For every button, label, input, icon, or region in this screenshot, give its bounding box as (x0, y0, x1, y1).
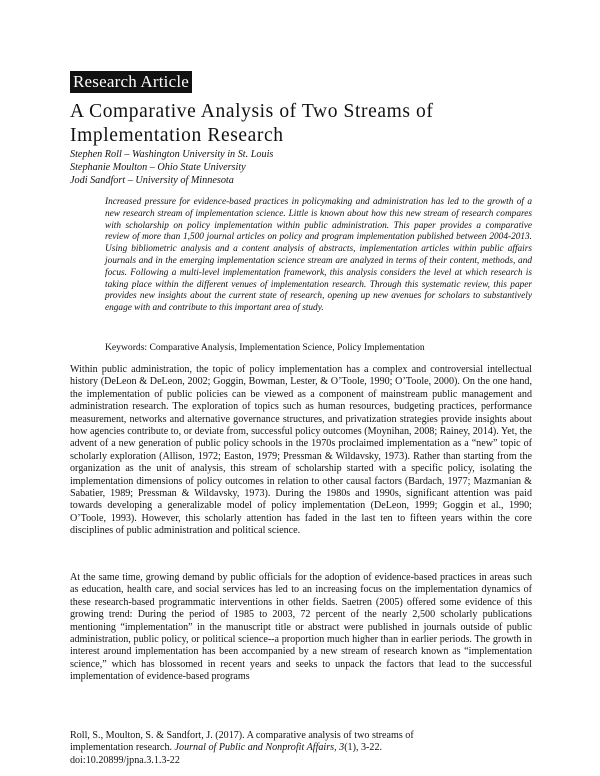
journal-name: Journal of Public and Nonprofit Affairs, 3 (174, 742, 345, 754)
citation-text: implementation research. (70, 742, 175, 754)
citation-pages: (1), 3-22. (344, 742, 383, 754)
keywords: Keywords: Comparative Analysis, Implementation Science, Policy Implementation (105, 342, 425, 353)
author-list (70, 148, 273, 187)
article-type-badge: Research Article (70, 71, 192, 93)
body-paragraph: Within public administration, the topic of policy implementation has a complex and controversial intellectual history (DeLeon & DeLeon, 2002; Goggin, Bowman, Lester, & O’Toole, 1990; O’Toole, 2000). On the one hand, the implementation of public policies can be viewed as a component of mainstream public management and administration research. The exploration of topics such as human resources, budgeting practices, performance measurement, networks and alternative governance structures, and privatization strategies provide insights about how agencies contribute to, or deviate from, successful policy outcomes (Moynihan, 2008; Rainey, 2014). Yet, the advent of a new generation of public policy schools in the 1970s proclaimed implementation as a “new” topic of scholarly exploration (Allison, 1972; Easton, 1979; Pressman & Wildavsky, 1973). Rather than starting from the organization as the unit of analysis, this stream of scholarship started with a specific policy, isolating the implementation dimensions of policy outcomes in relation to other causal factors (Bardach, 1977; Mazmanian & Sabatier, 1989; Pressman & Wildavsky, 1973). During the 1980s and 1990s, significant attention was paid towards developing a generalizable model of policy implementation (DeLeon, 1999; Goggin et al., 1990; O’Toole, 1993). However, this scholarly attention has faded in the last ten to fifteen years within the core disciplines of public administration and political science. (70, 364, 532, 537)
doi-link[interactable]: doi:10.20899/jpna.3.1.3-22 (70, 754, 180, 766)
article-title: A Comparative Analysis of Two Streams of Implementation Research (70, 101, 434, 146)
citation-line-2 (70, 742, 532, 754)
abstract: Increased pressure for evidence-based practices in policymaking and administration has led to the growth of a new research stream of implementation science. Little is known about how this new stream of research compares with scholarship on policy implementation within public administration. This paper provides a comparative review of more than 1,500 journal articles on policy and program implementation published between 2004-2013. Using bibliometric analysis and a content analysis of abstracts, implementation articles within public affairs journals and in the emerging implementation science stream are analyzed in terms of their content, methods, and focus. Following a multi-level implementation framework, this analysis considers the level at which research is taking place within the different venues of implementation research. Through this systematic review, this paper provides new insights about the current state of research, opening up new avenues for scholars to substantively engage with and contribute to this important area of study. (105, 197, 532, 314)
citation-footer (70, 730, 532, 767)
citation-line-1: Roll, S., Moulton, S. & Sandfort, J. (2017). A comparative analysis of two streams of (70, 730, 414, 741)
author-line: Stephen Roll – Washington University in St. Louis (70, 149, 274, 160)
body-paragraph: At the same time, growing demand by public officials for the adoption of evidence-based practices in areas such as education, health care, and social services has led to an increasing focus on the implementation dynamics of these research-based programmatic interventions in other fields. Saetren (2005) offered some evidence of this growing trend: During the period of 1985 to 2003, 72 percent of the nearly 2,500 scholarly publications mentioning “implementation” in the manuscript title or abstract were published in journals outside of public administration, public policy, or political science--a proportion much higher than in earlier periods. The growth in interest around implementation has been accompanied by a new stream of research known as “implementation science,” which has blossomed in recent years and seeks to unpack the factors that lead to the successful implementation of evidence-based programs (70, 572, 532, 683)
author-line: Jodi Sandfort – University of Minnesota (70, 175, 234, 186)
author-line: Stephanie Moulton – Ohio State University (70, 162, 246, 173)
